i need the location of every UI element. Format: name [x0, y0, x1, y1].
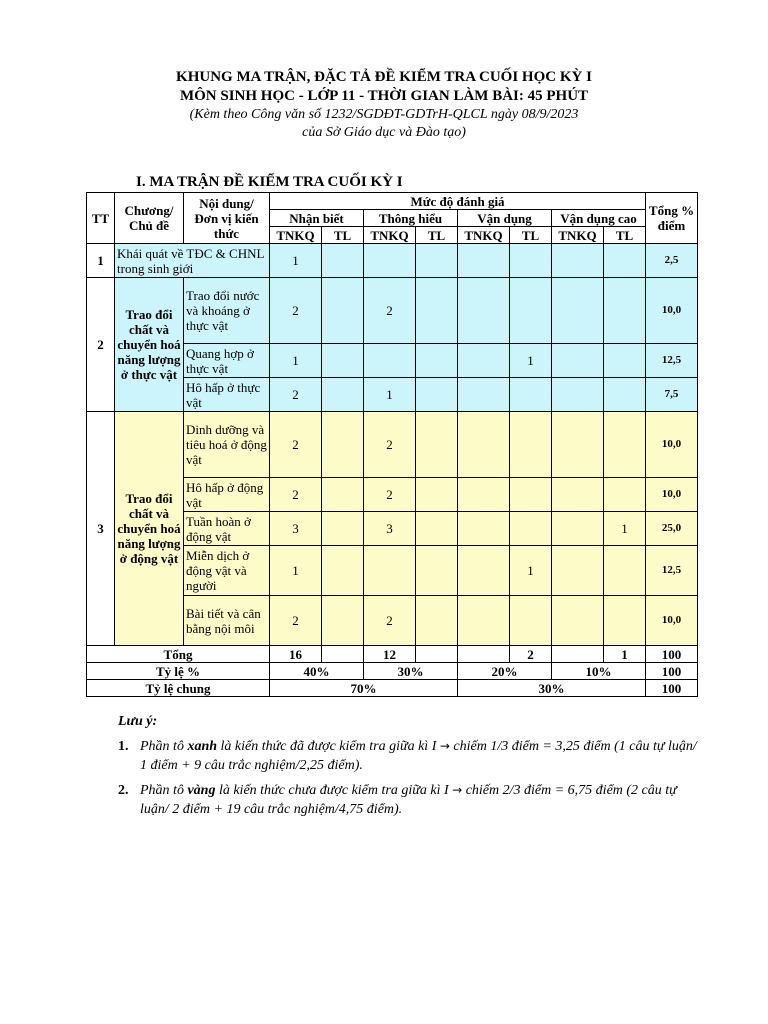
header-level: Nhận biết: [270, 210, 364, 227]
row-cell: [458, 244, 510, 278]
note-text-mid: là kiến thức đã được kiểm tra giữa kì I: [217, 739, 440, 754]
footer-label: Tỷ lệ chung: [87, 680, 270, 697]
row-cell: [322, 278, 364, 344]
row-cell: 2: [364, 596, 416, 646]
header-tt: TT: [87, 193, 115, 244]
row-cell: [510, 478, 552, 512]
row-tt: 1: [87, 244, 115, 278]
table-row: [87, 244, 698, 278]
row-cell: 2: [270, 478, 322, 512]
row-cell: [604, 412, 646, 478]
row-cell: [604, 278, 646, 344]
notes-section: [118, 712, 698, 819]
row-tt: 2: [87, 278, 115, 412]
header-tong: Tổng % điểm: [646, 193, 698, 244]
footer-cell: 16: [270, 646, 322, 663]
footer-cell: 2: [510, 646, 552, 663]
row-cell: [604, 344, 646, 378]
row-cell: 1: [510, 546, 552, 596]
row-cell: [458, 546, 510, 596]
row-cell: [416, 546, 458, 596]
row-cell: [458, 478, 510, 512]
note-number: 1.: [118, 739, 129, 754]
footer-label: Tổng: [87, 646, 270, 663]
note-color-word: vàng: [187, 783, 216, 798]
row-cell: [416, 244, 458, 278]
row-cell: [364, 546, 416, 596]
row-cell: 3: [270, 512, 322, 546]
footer-cell: 12: [364, 646, 416, 663]
row-total: 10,0: [646, 278, 698, 344]
notes-list: [118, 737, 698, 819]
row-cell: 1: [364, 378, 416, 412]
header-level: Vận dụng: [458, 210, 552, 227]
notes-title: Lưu ý:: [118, 714, 158, 729]
row-cell: [458, 278, 510, 344]
row-cell: [552, 344, 604, 378]
row-cell: [552, 378, 604, 412]
header-mucdo: Mức độ đánh giá: [270, 193, 646, 210]
row-cell: [510, 278, 552, 344]
arrow-icon: →: [439, 739, 450, 753]
table-row: [87, 278, 698, 344]
row-cell: [604, 596, 646, 646]
row-unit: Tuần hoàn ở động vật: [184, 512, 270, 546]
row-cell: [552, 478, 604, 512]
row-total: 12,5: [646, 344, 698, 378]
footer-total: 100: [646, 680, 698, 697]
row-cell: [322, 412, 364, 478]
footer-cell: 10%: [552, 663, 646, 680]
row-unit: Hô hấp ở thực vật: [184, 378, 270, 412]
row-cell: [552, 412, 604, 478]
row-total: 10,0: [646, 478, 698, 512]
row-cell: [604, 478, 646, 512]
row-cell: 1: [270, 244, 322, 278]
row-cell: [458, 344, 510, 378]
row-cell: [416, 596, 458, 646]
footer-tylechung-row: [87, 680, 698, 697]
footer-cell: 20%: [458, 663, 552, 680]
row-cell: 2: [364, 412, 416, 478]
row-cell: [322, 546, 364, 596]
header-subcol: TNKQ: [270, 227, 322, 244]
row-unit: Bài tiết và cân bằng nội môi: [184, 596, 270, 646]
row-cell: [322, 244, 364, 278]
footer-cell: [458, 646, 510, 663]
row-unit: Quang hợp ở thực vật: [184, 344, 270, 378]
row-unit: Khái quát về TĐC & CHNL trong sinh giới: [115, 244, 270, 278]
footer-cell: [552, 646, 604, 663]
note-text-pre: Phần tô: [140, 783, 188, 798]
note-number: 2.: [118, 783, 129, 798]
row-cell: 1: [604, 512, 646, 546]
footer-cell: [416, 646, 458, 663]
row-total: 12,5: [646, 546, 698, 596]
row-topic: Trao đổi chất và chuyển hoá năng lượng ở động vật: [115, 412, 184, 646]
footer-cell: 30%: [364, 663, 458, 680]
document-subtitle-line2: của Sở Giáo dục và Đào tạo): [302, 125, 466, 140]
row-cell: [416, 278, 458, 344]
row-cell: [552, 546, 604, 596]
footer-cell: 70%: [270, 680, 458, 697]
row-cell: 2: [270, 596, 322, 646]
row-total: 10,0: [646, 412, 698, 478]
row-cell: [364, 344, 416, 378]
row-cell: 1: [270, 546, 322, 596]
note-text-post: chiếm 2/3 điểm = 6,75 điểm (2 câu tự luận/ 2 điểm + 19 câu trắc nghiệm/4,75 điểm).: [140, 783, 677, 817]
row-topic: Trao đổi chất và chuyển hoá năng lượng ở thực vật: [115, 278, 184, 412]
row-cell: 2: [270, 278, 322, 344]
row-total: 7,5: [646, 378, 698, 412]
footer-cell: 1: [604, 646, 646, 663]
footer-cell: [322, 646, 364, 663]
row-cell: [416, 412, 458, 478]
row-cell: [510, 244, 552, 278]
arrow-icon: →: [452, 783, 463, 797]
row-cell: [552, 244, 604, 278]
note-text-mid: là kiến thức chưa được kiểm tra giữa kì I: [215, 783, 453, 798]
row-cell: [510, 378, 552, 412]
row-cell: [322, 378, 364, 412]
row-cell: [416, 512, 458, 546]
row-cell: [458, 596, 510, 646]
document-subtitle-line1: (Kèm theo Công văn số 1232/SGDĐT-GDTrH-QLCL ngày 08/9/2023: [189, 107, 579, 122]
row-cell: 2: [270, 412, 322, 478]
row-unit: Dinh dưỡng và tiêu hoá ở động vật: [184, 412, 270, 478]
footer-tong-row: [87, 646, 698, 663]
note-item: [118, 781, 698, 819]
row-cell: [604, 546, 646, 596]
row-cell: [552, 596, 604, 646]
row-cell: 2: [364, 278, 416, 344]
row-unit: Miễn dịch ở động vật và người: [184, 546, 270, 596]
header-subcol: TNKQ: [552, 227, 604, 244]
row-unit: Trao đổi nước và khoáng ở thực vật: [184, 278, 270, 344]
header-subcol: TL: [416, 227, 458, 244]
footer-cell: 40%: [270, 663, 364, 680]
row-total: 10,0: [646, 596, 698, 646]
row-cell: 2: [364, 478, 416, 512]
row-tt: 3: [87, 412, 115, 646]
note-item: [118, 737, 698, 775]
footer-label: Tỷ lệ %: [87, 663, 270, 680]
row-cell: [322, 596, 364, 646]
row-cell: [604, 378, 646, 412]
row-cell: [416, 478, 458, 512]
row-cell: [364, 244, 416, 278]
table-row: [87, 412, 698, 478]
footer-total: 100: [646, 663, 698, 680]
row-cell: [322, 478, 364, 512]
row-cell: [510, 512, 552, 546]
row-cell: [322, 512, 364, 546]
header-subcol: TL: [322, 227, 364, 244]
row-cell: [458, 412, 510, 478]
document-title-line1: KHUNG MA TRẬN, ĐẶC TẢ ĐỀ KIỂM TRA CUỐI HỌC KỲ I: [176, 69, 592, 85]
note-color-word: xanh: [187, 739, 218, 754]
row-cell: [322, 344, 364, 378]
row-cell: 1: [510, 344, 552, 378]
row-total: 2,5: [646, 244, 698, 278]
row-cell: [552, 512, 604, 546]
row-cell: 2: [270, 378, 322, 412]
row-cell: [510, 596, 552, 646]
row-cell: [510, 412, 552, 478]
row-cell: [604, 244, 646, 278]
header-level: Thông hiểu: [364, 210, 458, 227]
row-cell: 1: [270, 344, 322, 378]
row-unit: Hô hấp ở động vật: [184, 478, 270, 512]
matrix-table: [86, 192, 698, 697]
footer-tyle-row: [87, 663, 698, 680]
row-cell: 3: [364, 512, 416, 546]
row-cell: [416, 378, 458, 412]
header-chuong: Chương/ Chủ đề: [115, 193, 184, 244]
header-subcol: TL: [604, 227, 646, 244]
header-noidung: Nội dung/ Đơn vị kiến thức: [184, 193, 270, 244]
section-title: I. MA TRẬN ĐỀ KIỂM TRA CUỐI KỲ I: [136, 174, 403, 190]
row-total: 25,0: [646, 512, 698, 546]
footer-total: 100: [646, 646, 698, 663]
header-subcol: TL: [510, 227, 552, 244]
row-cell: [416, 344, 458, 378]
footer-cell: 30%: [458, 680, 646, 697]
note-text-post: chiếm 1/3 điểm = 3,25 điểm (1 câu tự luận/ 1 điểm + 9 câu trắc nghiệm/2,25 điểm).: [140, 739, 697, 773]
header-subcol: TNKQ: [364, 227, 416, 244]
note-text-pre: Phần tô: [140, 739, 188, 754]
header-level: Vận dụng cao: [552, 210, 646, 227]
row-cell: [458, 512, 510, 546]
row-cell: [552, 278, 604, 344]
document-title-line2: MÔN SINH HỌC - LỚP 11 - THỜI GIAN LÀM BÀI: 45 PHÚT: [179, 88, 589, 104]
row-cell: [458, 378, 510, 412]
header-subcol: TNKQ: [458, 227, 510, 244]
